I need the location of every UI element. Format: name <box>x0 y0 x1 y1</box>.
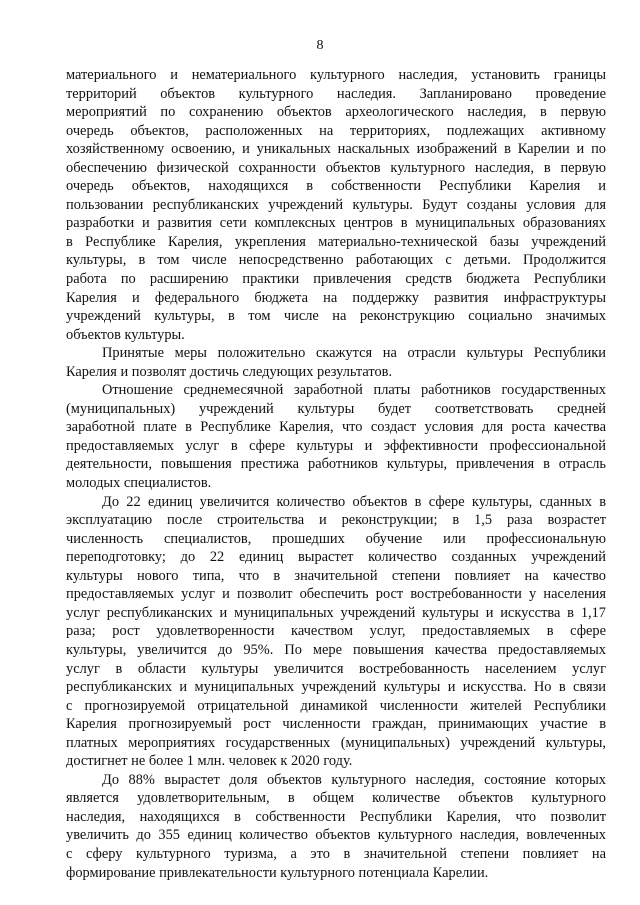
text-line: достигнет не более 1 млн. человек к 2020 году. <box>66 753 353 770</box>
text-line: культуры, в том числе непосредственно работающих с детьми. Продолжится <box>66 252 606 269</box>
text-line: До 88% вырастет доля объектов культурного наследия, состояние которых <box>102 771 606 788</box>
text-line: заработной плате в Республике Карелия, что создаст условия для роста качества <box>66 419 606 436</box>
text-line: формирование привлекательности культурного потенциала Карелии. <box>66 864 489 881</box>
text-line: очередь объектов, находящихся в собственности Республики Карелия и <box>66 178 606 195</box>
paragraph <box>66 381 606 492</box>
paragraph <box>66 771 606 882</box>
text-line: услуг республиканских и муниципальных учреждений культуры и искусства в 1,17 <box>66 604 606 621</box>
text-line: разработки и развития сети комплексных центров в муниципальных образованиях <box>66 215 606 232</box>
text-line: Отношение среднемесячной заработной платы работников государственных <box>102 382 606 399</box>
text-line: молодых специалистов. <box>66 475 212 492</box>
text-line: республиканских и муниципальных учреждений культуры и искусства. Но в связи <box>66 679 606 696</box>
text-line: мероприятий по сохранению объектов археологического наследия, в первую <box>66 104 606 121</box>
text-line: культуры, увеличится до 95%. По мере повышения качества предоставляемых <box>66 641 606 658</box>
text-line: численность специалистов, прошедших обучение или профессиональную <box>66 530 606 547</box>
text-line: обеспечению физической сохранности объектов культурного наследия, в первую <box>66 159 606 176</box>
text-line: очередь объектов, расположенных на территориях, подлежащих активному <box>66 122 606 139</box>
text-line: пользовании республиканских учреждений культуры. Будут созданы условия для <box>66 196 606 213</box>
paragraph <box>66 344 606 381</box>
text-line: увеличить до 355 единиц количество объектов культурного наследия, вовлеченных <box>66 827 606 844</box>
paragraph <box>66 66 606 344</box>
text-line: в Республике Карелия, укрепления материально-технической базы учреждений <box>66 233 606 250</box>
text-line: учреждений культуры, в том числе на реконструкцию социально значимых <box>66 308 606 325</box>
text-line: с сферу культурного туризма, а это в значительной степени повлияет на <box>66 845 606 862</box>
text-line: работа по расширению практики привлечения средств бюджета Республики <box>66 271 606 288</box>
text-line: Принятые меры положительно скажутся на отрасли культуры Республики <box>102 345 606 362</box>
paragraph <box>66 493 606 771</box>
text-line: предоставляемых услуг в сфере культуры и эффективности профессиональной <box>66 437 606 454</box>
text-line: раза; рост удовлетворенности качеством услуг, предоставляемых в сфере <box>66 623 606 640</box>
text-line: является удовлетворительным, в общем количестве объектов культурного <box>66 790 606 807</box>
text-line: деятельности, повышения престижа работников культуры, привлечения в отрасль <box>66 456 606 473</box>
text-line: территорий объектов культурного наследия. Запланировано проведение <box>66 85 606 102</box>
body-text <box>66 66 606 882</box>
text-line: с прогнозируемой отрицательной динамикой численности жителей Республики <box>66 697 606 714</box>
text-line: Карелия и федерального бюджета на поддержку развития инфраструктуры <box>66 289 606 306</box>
text-line: предоставляемых услуг и позволит обеспечить рост востребованности у населения <box>66 586 606 603</box>
text-line: переподготовку; до 22 единиц вырастет количество созданных учреждений <box>66 549 606 566</box>
text-line: услуг в области культуры увеличится востребованность населением услуг <box>66 660 606 677</box>
text-line: До 22 единиц увеличится количество объектов в сфере культуры, сданных в <box>102 493 606 510</box>
text-line: культуры нового типа, что в значительной степени повлияет на качество <box>66 567 606 584</box>
text-line: материального и нематериального культурного наследия, установить границы <box>66 67 606 83</box>
text-line: платных мероприятиях государственных (муниципальных) учреждений культуры, <box>66 734 606 751</box>
text-line: объектов культуры. <box>66 326 185 343</box>
text-line: хозяйственному освоению, и уникальных наскальных изображений в Карелии и по <box>66 141 606 158</box>
text-line: эксплуатацию после строительства и реконструкции; в 1,5 раза возрастет <box>66 512 606 529</box>
text-line: (муниципальных) учреждений культуры будет соответствовать средней <box>66 400 606 417</box>
text-line: наследия, находящихся в собственности Республики Карелия, что позволит <box>66 808 606 825</box>
page-number: 8 <box>316 38 324 53</box>
text-line: Карелия и позволят достичь следующих результатов. <box>66 363 393 380</box>
text-line: Карелия прогнозируемый рост численности граждан, принимающих участие в <box>66 716 606 733</box>
